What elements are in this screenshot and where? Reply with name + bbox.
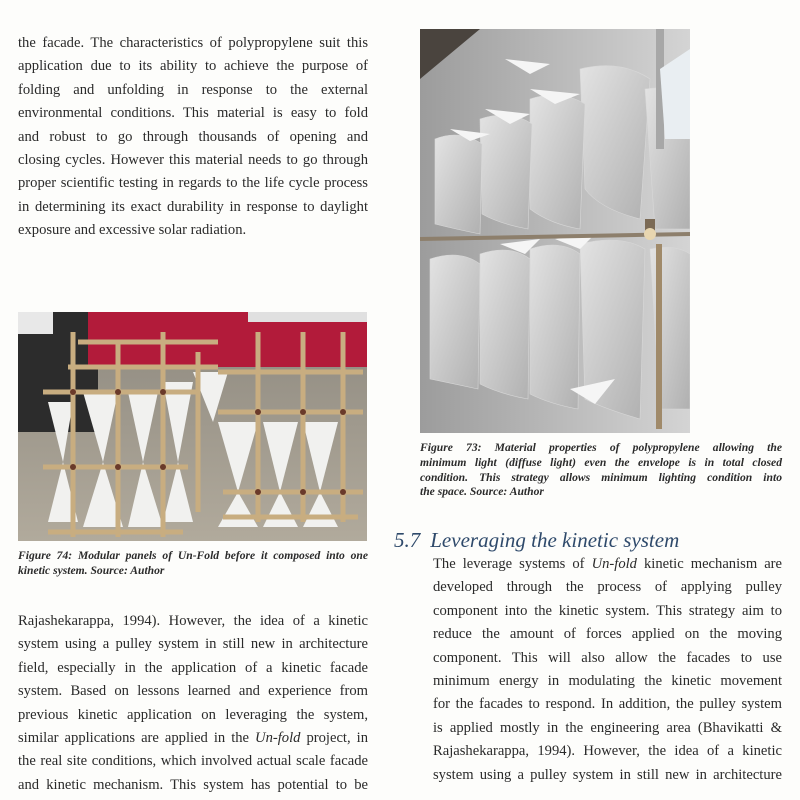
- text-line: component into the kinetic system. This strategy aim to: [433, 602, 782, 619]
- left-top-paragraph: [18, 32, 368, 243]
- text-run: project, in: [300, 729, 368, 746]
- project-name: Un-fold: [255, 729, 301, 746]
- text-line: minimum energy in modulating the kinetic movement: [433, 672, 782, 689]
- text-line: for the facades to respond. In addition, the pulley system: [433, 696, 782, 713]
- text-run: The leverage systems of: [433, 556, 592, 572]
- text-line: folding and unfolding in response to the external: [18, 81, 368, 98]
- text-line: is applied mostly in the engineering area (Bhavikatti &: [433, 719, 782, 736]
- text-line: Rajashekarappa, 1994). However, the idea of a kinetic: [433, 743, 782, 760]
- figure-74-caption: [18, 549, 368, 579]
- text-line: and kinetic mechanism. This system has potential to be: [18, 776, 368, 793]
- caption-line: condition. This strategy allows minimum lighting condition into: [420, 470, 782, 484]
- text-line: the facade. The characteristics of polypropylene suit this: [18, 35, 368, 51]
- text-line: system using a pulley system in still new in architecture: [18, 636, 368, 653]
- text-line: field, especially in the application of a kinetic facade: [18, 659, 368, 676]
- caption-line: kinetic system. Source: Author: [18, 563, 165, 577]
- figure-73-image: [420, 29, 690, 433]
- modular-panels-photo: [18, 312, 367, 541]
- text-line: closing cycles. However this material needs to go through: [18, 151, 368, 168]
- section-title: Leveraging the kinetic system: [430, 528, 680, 552]
- text-line: application due to its ability to achieve the purpose of: [18, 58, 368, 75]
- caption-line: Figure 73: Material properties of polypropylene allowing the: [420, 441, 782, 454]
- text-line: exposure and excessive solar radiation.: [18, 222, 247, 239]
- text-line: the real site conditions, which involved actual scale facade: [18, 753, 368, 770]
- text-line: component. This will also allow the facades to use: [433, 649, 782, 666]
- left-bottom-paragraph: [18, 610, 368, 797]
- text-line: previous kinetic application on leveraging the system,: [18, 706, 368, 723]
- text-line: and robust to go through thousands of opening and: [18, 128, 368, 145]
- text-line: system using a pulley system in still new in architecture: [433, 766, 782, 783]
- caption-line: the space. Source: Author: [420, 485, 544, 499]
- right-paragraph: [433, 553, 782, 787]
- caption-line: Figure 74: Modular panels of Un-Fold before it composed into one: [18, 549, 368, 562]
- text-line: environmental conditions. This material is easy to fold: [18, 105, 368, 122]
- text-line: Rajashekarappa, 1994). However, the idea of a kinetic: [18, 613, 368, 629]
- text-line: developed through the process of applying pulley: [433, 579, 782, 596]
- section-number: 5.7: [394, 528, 421, 552]
- caption-line: minimum light (diffuse light) even the envelope is in total closed: [420, 455, 782, 469]
- text-line: [18, 727, 368, 750]
- text-line: proper scientific testing in regards to the life cycle process: [18, 175, 368, 192]
- polypropylene-facade-photo: [420, 29, 690, 433]
- text-line: in determining its exact durability in response to daylight: [18, 198, 368, 215]
- figure-73-caption: [420, 441, 782, 500]
- text-line: [433, 553, 782, 576]
- figure-74-image: [18, 312, 367, 541]
- section-heading: [394, 528, 679, 553]
- text-run: kinetic mechanism are: [636, 556, 783, 572]
- text-line: reduce the amount of forces applied on the moving: [433, 626, 782, 643]
- project-name: Un-fold: [591, 556, 637, 572]
- text-run: similar applications are applied in the: [18, 729, 256, 746]
- text-line: system. Based on lessons learned and experience from: [18, 683, 368, 700]
